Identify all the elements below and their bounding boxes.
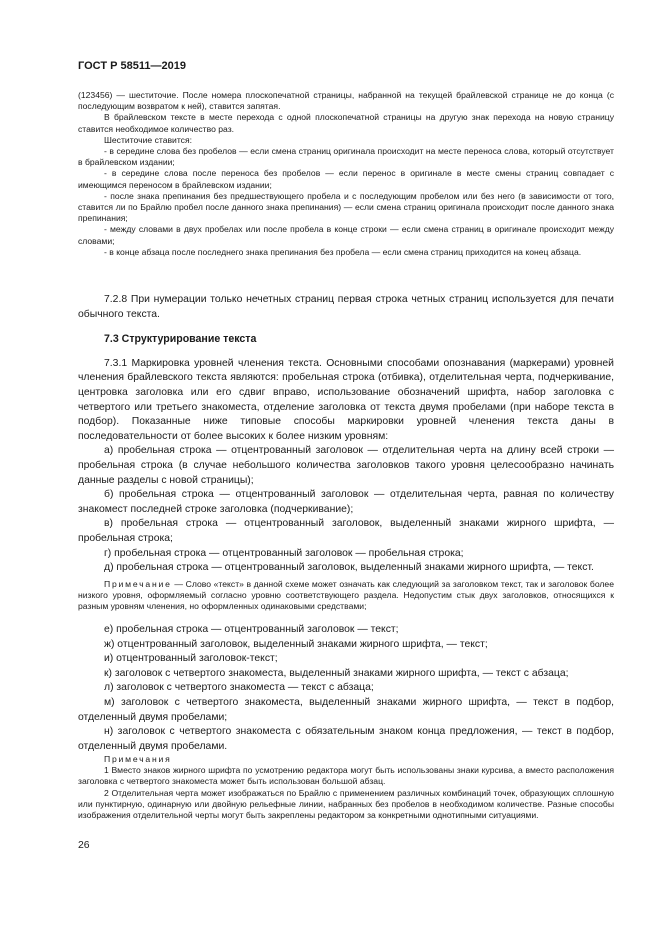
list-item: к) заголовок с четвертого знакоместа, выделенный знаками жирного шрифта, — текст с абзаца;: [104, 667, 569, 679]
note: [78, 579, 614, 613]
notes-block: [78, 754, 614, 821]
list-item: - в середине слова без пробелов — если смена страниц оригинала происходит на месте переноса слова, который отсутствует в брайлевском издании;: [78, 146, 614, 168]
paragraph: Шеститочие ставится:: [104, 134, 193, 145]
document-header: ГОСТ Р 58511—2019: [78, 60, 186, 72]
list-item: - в конце абзаца после последнего знака препинания без пробела — если смена страниц приходится на конец абзаца.: [104, 246, 582, 257]
paragraph: В брайлевском тексте в месте перехода с одной плоскопечатной страницы на другую знак перехода на новую страницу ставится необходимое количество раз.: [78, 112, 614, 134]
list-item: б) пробельная строка — отцентрованный заголовок — отделительная черта, равная по количеству знакомест последней строке заголовка (подчеркивание);: [78, 489, 614, 515]
main-section: [78, 293, 614, 576]
list-item: г) пробельная строка — отцентрованный заголовок — пробельная строка;: [104, 547, 464, 559]
list-item: е) пробельная строка — отцентрованный заголовок — текст;: [104, 624, 399, 635]
top-section: [78, 90, 614, 258]
list-item: и) отцентрованный заголовок-текст;: [104, 653, 278, 665]
paragraph: (123456) — шеститочие. После номера плоскопечатной страницы, набранной на текущей брайлевской странице не до конца (с последующим возвратом к ней), ставится запятая.: [78, 90, 614, 112]
list-item: н) заголовок с четвертого знакоместа с обязательным знаком конца предложения, — текст в подбор, отделенный двумя пробелами.: [78, 726, 614, 752]
note-item: 1 Вместо знаков жирного шрифта по усмотрению редактора могут быть использованы знаки курсива, а вместо расположения заголовка с четвертого знакоместа может быть использован большой абзац.: [78, 765, 614, 787]
list-item: м) заголовок с четвертого знакоместа, выделенный знаками жирного шрифта, — текст в подбор, отделенный двумя пробелами;: [78, 696, 614, 723]
section-heading: 7.3 Структурирование текста: [104, 333, 257, 346]
paragraph-7-2-8: 7.2.8 При нумерации только нечетных страниц первая строка четных страниц используется для печати обычного текста.: [78, 294, 614, 320]
list-item: а) пробельная строка — отцентрованный заголовок — отделительная черта на длину всей строки — пробельная строка (в случае небольшого количества заголовков такого уровня целесообразно начинать данные разделы с новой страницы);: [78, 445, 614, 486]
page-number: 26: [78, 840, 90, 851]
list2-section: [78, 623, 614, 754]
note-label: Примечание: [104, 579, 172, 589]
list-item: - в середине слова после переноса без пробелов — если перенос в оригинале в месте смены страниц совпадает с имеющимся переносом в брайлевском издании;: [78, 168, 614, 190]
note-block: [78, 579, 614, 613]
note-item: 2 Отделительная черта может изображаться по Брайлю с применением различных комбинаций точек, образующих сплошную или пунктирную, одинарную или двойную рельефные линии, набранных без пробелов в необходимом количестве. Разные способы изображения отделительной черты могут быть закреплены редактором за конкретными однотипными ситуациями.: [78, 787, 614, 821]
list-item: л) заголовок с четвертого знакоместа — текст с абзаца;: [104, 682, 374, 694]
notes-label: Примечания: [104, 754, 172, 764]
list-item: в) пробельная строка — отцентрованный заголовок, выделенный знаками жирного шрифта, — пробельная строка;: [78, 518, 614, 544]
paragraph-7-3-1: 7.3.1 Маркировка уровней членения текста. Основными способами опознавания (маркерами) уровней членения брайлевского текста являются: пробельная строка (отбивка), отделительная черта, подчеркивание, центровка заголовка или его сдвиг вправо, использование обозначений шрифта, набор заголовка с четвертого или третьего знакоместа, отделение заголовка от текста двумя пробелами (при наборе текста в подбор). Показанные ниже типовые способы маркировки уровней членения текста даны в последовательности от более высоких к более низким уровням:: [78, 357, 614, 442]
note-text: — Слово «текст» в данной схеме может означать как следующий за заголовком текст, так и заголовок более низкого уровня, оформляемый согласно уровню соответствующего раздела. Недопустим стык двух заголовков, относящихся к разным уровням членения, но оформленных одинаковыми средствами;: [78, 579, 614, 612]
list-item: ж) отцентрованный заголовок, выделенный знаками жирного шрифта, — текст;: [104, 638, 488, 650]
list-item: - между словами в двух пробелах или после пробела в конце строки — если смена страниц в оригинале происходит между словами;: [78, 224, 614, 246]
list-item: - после знака препинания без предшествующего пробела и с последующим пробелом или без него (в зависимости от того, ставится ли по Брайлю пробел после данного знака препинания) — если смена страниц оригинала происходит после данного знака препинания;: [78, 190, 614, 224]
list-item: д) пробельная строка — отцентрованный заголовок, выделенный знаками жирного шрифта, — текст.: [104, 562, 594, 574]
